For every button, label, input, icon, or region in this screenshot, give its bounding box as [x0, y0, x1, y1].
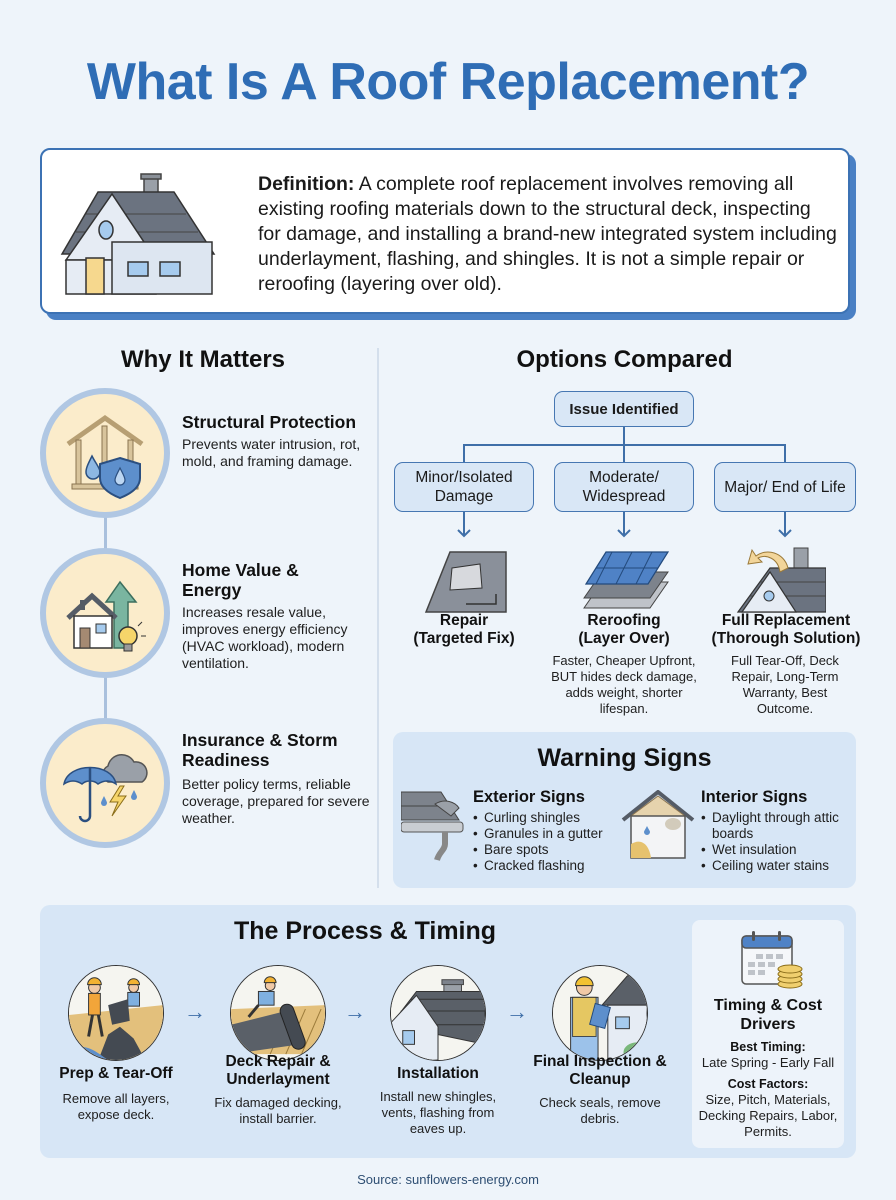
- umbrella-storm-icon: [40, 718, 170, 848]
- page-title: What Is A Roof Replacement?: [86, 53, 810, 111]
- node-major-damage: Major/ End of Life: [714, 462, 856, 512]
- option-title-reroofing: [554, 612, 694, 648]
- list-item: • Daylight through attic boards: [701, 810, 851, 842]
- definition-text: [258, 172, 838, 297]
- step-title: Final Inspection & Cleanup: [533, 1053, 667, 1088]
- exterior-signs-title: Exterior Signs: [473, 788, 585, 806]
- process-heading: The Process & Timing: [233, 917, 497, 945]
- arrow-down-icon: [617, 512, 631, 538]
- column-divider: [377, 348, 379, 888]
- step-desc: Check seals, remove debris.: [539, 1095, 661, 1126]
- arrow-right-icon: →: [184, 999, 206, 1024]
- option-subtitle: (Thorough Solution): [711, 630, 861, 647]
- options-heading: Options Compared: [516, 346, 733, 373]
- option-subtitle: (Layer Over): [578, 630, 670, 647]
- definition-body: A complete roof replacement involves removing all existing roofing materials down to the structural deck, inspecting for damage, and installing a brand-new integrated system including underlayment, flashing, and shingles. It is not a simple repair or reroofing (layering over old).: [258, 173, 837, 295]
- best-timing-value: Late Spring - Early Fall: [701, 1055, 835, 1070]
- why-item-structural: [40, 388, 370, 528]
- cost-factors-label: Cost Factors:: [727, 1077, 809, 1091]
- interior-signs-title: Interior Signs: [701, 788, 808, 806]
- arrow-down-icon: [457, 512, 471, 538]
- why-item-desc: Better policy terms, reliable coverage, prepared for severe weather.: [182, 776, 370, 826]
- connector: [784, 444, 786, 462]
- why-item-title: Insurance & Storm Readiness: [182, 730, 338, 770]
- connector: [623, 427, 625, 445]
- option-subtitle: (Targeted Fix): [413, 630, 515, 647]
- list-item: • Ceiling water stains: [701, 858, 851, 874]
- timing-title: Timing & Cost Drivers: [713, 997, 823, 1033]
- gutter-shingles-icon: [401, 790, 469, 862]
- step-title: Prep & Tear-Off: [59, 1065, 173, 1082]
- node-minor-damage: Minor/Isolated Damage: [394, 462, 534, 512]
- definition-card: [40, 148, 850, 314]
- frame-shield-icon: [40, 388, 170, 518]
- cost-factors-value: Size, Pitch, Materials, Decking Repairs, Labor, Permits.: [698, 1092, 838, 1139]
- why-item-title: Home Value & Energy: [182, 560, 299, 600]
- node-moderate-damage: Moderate/ Widespread: [554, 462, 694, 512]
- why-item-desc: Prevents water intrusion, rot, mold, and framing damage.: [182, 436, 361, 469]
- calendar-coins-icon: [738, 930, 804, 990]
- arrow-down-icon: [778, 512, 792, 538]
- timing-cost-card: [692, 920, 844, 1148]
- option-title: Reroofing: [587, 612, 661, 629]
- list-item: • Curling shingles: [473, 810, 603, 826]
- option-title: Full Replacement: [721, 612, 851, 629]
- node-issue-identified: Issue Identified: [554, 391, 694, 427]
- underlayment-icon: [230, 965, 326, 1061]
- arrow-right-icon: →: [506, 999, 528, 1024]
- option-title-repair: [394, 612, 534, 648]
- list-item: • Wet insulation: [701, 842, 851, 858]
- connector: [463, 444, 465, 462]
- tear-off-icon: [68, 965, 164, 1061]
- step-desc: Remove all layers, expose deck.: [62, 1091, 170, 1122]
- connector: [623, 444, 625, 462]
- why-item-insurance: [40, 718, 370, 858]
- patch-icon: [420, 546, 510, 616]
- roof-replace-icon: [736, 544, 826, 614]
- definition-label: Definition:: [258, 173, 355, 195]
- option-desc-reroofing: Faster, Cheaper Upfront, BUT hides deck damage, adds weight, shorter lifespan.: [551, 653, 697, 716]
- house-icon: [56, 172, 236, 296]
- house-arrow-bulb-icon: [40, 548, 170, 678]
- layers-icon: [580, 544, 670, 614]
- warning-heading: Warning Signs: [537, 744, 712, 772]
- list-item: • Cracked flashing: [473, 858, 603, 874]
- exterior-signs-list: [473, 810, 603, 874]
- step-title: Installation: [397, 1065, 479, 1082]
- option-title-full-replacement: [706, 612, 866, 648]
- attic-leak-icon: [621, 790, 695, 860]
- best-timing-label: Best Timing:: [730, 1040, 806, 1054]
- step-desc: Install new shingles, vents, flashing from eaves up.: [379, 1089, 497, 1136]
- step-title: Deck Repair & Underlayment: [225, 1053, 331, 1088]
- why-item-title: Structural Protection: [182, 412, 357, 432]
- installation-icon: [390, 965, 486, 1061]
- why-item-home-value: [40, 548, 370, 688]
- option-title: Repair: [439, 612, 489, 629]
- source-credit: Source: sunflowers-energy.com: [357, 1172, 539, 1187]
- arrow-right-icon: →: [344, 999, 366, 1024]
- step-desc: Fix damaged decking, install barrier.: [214, 1095, 342, 1126]
- why-heading: Why It Matters: [120, 346, 285, 373]
- list-item: • Granules in a gutter: [473, 826, 603, 842]
- warning-signs-panel: [393, 732, 856, 888]
- option-desc-full-replacement: Full Tear-Off, Deck Repair, Long-Term Warranty, Best Outcome.: [731, 653, 839, 716]
- why-item-desc: Increases resale value, improves energy efficiency (HVAC workload), modern ventilation.: [182, 604, 348, 671]
- list-item: • Bare spots: [473, 842, 603, 858]
- inspector-icon: [552, 965, 648, 1061]
- interior-signs-list: [701, 810, 851, 874]
